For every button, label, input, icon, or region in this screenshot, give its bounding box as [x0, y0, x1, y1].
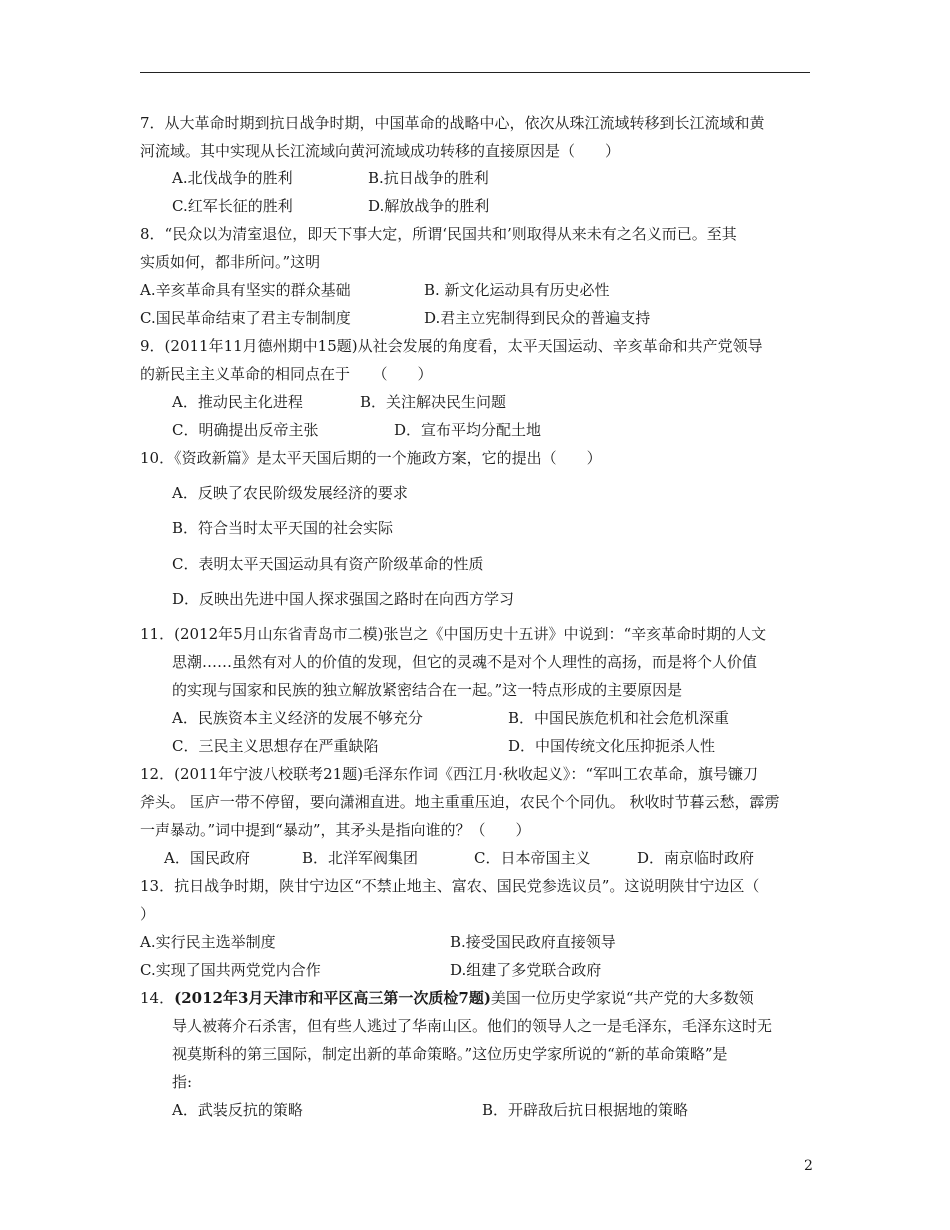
page-number: 2: [804, 1158, 813, 1174]
q9-option-b: B．关注解决民生问题: [360, 393, 507, 411]
q13-stem-line1: 13．抗日战争时期，陕甘宁边区“不禁止地主、富农、国民党参选议员”。这说明陕甘宁边区（: [140, 877, 760, 895]
q14-stem-line3: 视莫斯科的第三国际，制定出新的革命策略。”这位历史学家所说的“新的革命策略”是: [172, 1045, 728, 1063]
q11-option-b: B．中国民族危机和社会危机深重: [508, 709, 730, 727]
q14-stem-line1: [140, 988, 754, 1008]
q9-option-d: D．宣布平均分配土地: [394, 421, 542, 439]
q12-option-a: A．国民政府: [164, 849, 250, 867]
q10-option-b: B．符合当时太平天国的社会实际: [172, 519, 394, 537]
q14-source: (2012年3月天津市和平区高三第一次质检7题): [174, 989, 491, 1007]
q9-option-a: A．推动民主化进程: [172, 393, 303, 411]
q13-option-d: D.组建了多党联合政府: [450, 961, 602, 979]
q8-option-c: C.国民革命结束了君主专制制度: [140, 309, 351, 327]
q14-stem-line1-text: 美国一位历史学家说“共产党的大多数领: [490, 989, 754, 1007]
q11-stem-line3: 的实现与国家和民族的独立解放紧密结合在一起。”这一特点形成的主要原因是: [172, 681, 683, 699]
q14-stem-line2: 导人被蒋介石杀害，但有些人逃过了华南山区。他们的领导人之一是毛泽东，毛泽东这时无: [172, 1017, 773, 1035]
q10-stem: 10．《资政新篇》是太平天国后期的一个施政方案，它的提出（ ）: [140, 449, 602, 467]
q13-option-b: B.接受国民政府直接领导: [450, 933, 616, 951]
q12-option-d: D．南京临时政府: [637, 849, 755, 867]
q14-option-a: A．武装反抗的策略: [172, 1101, 303, 1119]
q11-stem-line1: 11．(2012年5月山东省青岛市二模)张岂之《中国历史十五讲》中说到：“辛亥革命时期的人文: [140, 625, 767, 643]
q12-option-b: B．北洋军阀集团: [302, 849, 419, 867]
q13-stem-line2: ）: [140, 905, 156, 923]
q7-option-a: A.北伐战争的胜利: [172, 169, 293, 187]
q8-option-d: D.君主立宪制得到民众的普遍支持: [424, 309, 651, 327]
q12-stem-line2: 斧头。 匡庐一带不停留，要向潇湘直进。地主重重压迫，农民个个同仇。 秋收时节暮云愁，霹雳: [140, 793, 780, 811]
q8-option-b: B. 新文化运动具有历史必性: [424, 281, 610, 299]
q7-option-c: C.红军长征的胜利: [172, 197, 293, 215]
q14-stem-line4: 指:: [172, 1073, 193, 1091]
q8-stem-line1: 8．“民众以为清室退位，即天下事大定，所谓‘民国共和’则取得从来未有之名义而已。至其: [140, 225, 737, 243]
q14-option-b: B．开辟敌后抗日根据地的策略: [482, 1101, 689, 1119]
q13-option-c: C.实现了国共两党党内合作: [140, 961, 321, 979]
q11-stem-line2: 思潮……虽然有对人的价值的发现，但它的灵魂不是对个人理性的高扬，而是将个人价值: [172, 653, 758, 671]
q10-option-d: D．反映出先进中国人探求强国之路时在向西方学习: [172, 590, 515, 608]
q7-option-b: B.抗日战争的胜利: [368, 169, 489, 187]
q12-stem-line3: 一声暴动。”词中提到“暴动”，其矛头是指向谁的？（ ）: [140, 821, 531, 839]
header-rule: [140, 72, 810, 73]
q10-option-a: A．反映了农民阶级发展经济的要求: [172, 484, 408, 502]
q9-option-c: C．明确提出反帝主张: [172, 421, 319, 439]
q14-number: 14．: [140, 989, 175, 1007]
q7-option-d: D.解放战争的胜利: [368, 197, 490, 215]
q12-stem-line1: 12．(2011年宁波八校联考21题)毛泽东作词《西江月·秋收起义》：“军叫工农革命，旗号镰刀: [140, 765, 758, 783]
q11-option-a: A．民族资本主义经济的发展不够充分: [172, 709, 423, 727]
q12-option-c: C．日本帝国主义: [474, 849, 591, 867]
q7-stem-line1: 7．从大革命时期到抗日战争时期，中国革命的战略中心，依次从珠江流域转移到长江流域和黄: [140, 114, 765, 132]
q10-option-c: C．表明太平天国运动具有资产阶级革命的性质: [172, 555, 484, 573]
q9-stem-line2: 的新民主主义革命的相同点在于 （ ）: [140, 365, 433, 383]
q11-option-c: C．三民主义思想存在严重缺陷: [172, 737, 379, 755]
q9-stem-line1: 9．(2011年11月德州期中15题)从社会发展的角度看，太平天国运动、辛亥革命和共产党领导: [140, 337, 763, 355]
q11-option-d: D．中国传统文化压抑扼杀人性: [508, 737, 716, 755]
q13-option-a: A.实行民主选举制度: [140, 933, 276, 951]
q8-option-a: A.辛亥革命具有坚实的群众基础: [140, 281, 351, 299]
q8-stem-line2: 实质如何，都非所问。”这明: [140, 253, 321, 271]
q7-stem-line2: 河流域。其中实现从长江流域向黄河流域成功转移的直接原因是（ ）: [140, 142, 621, 160]
